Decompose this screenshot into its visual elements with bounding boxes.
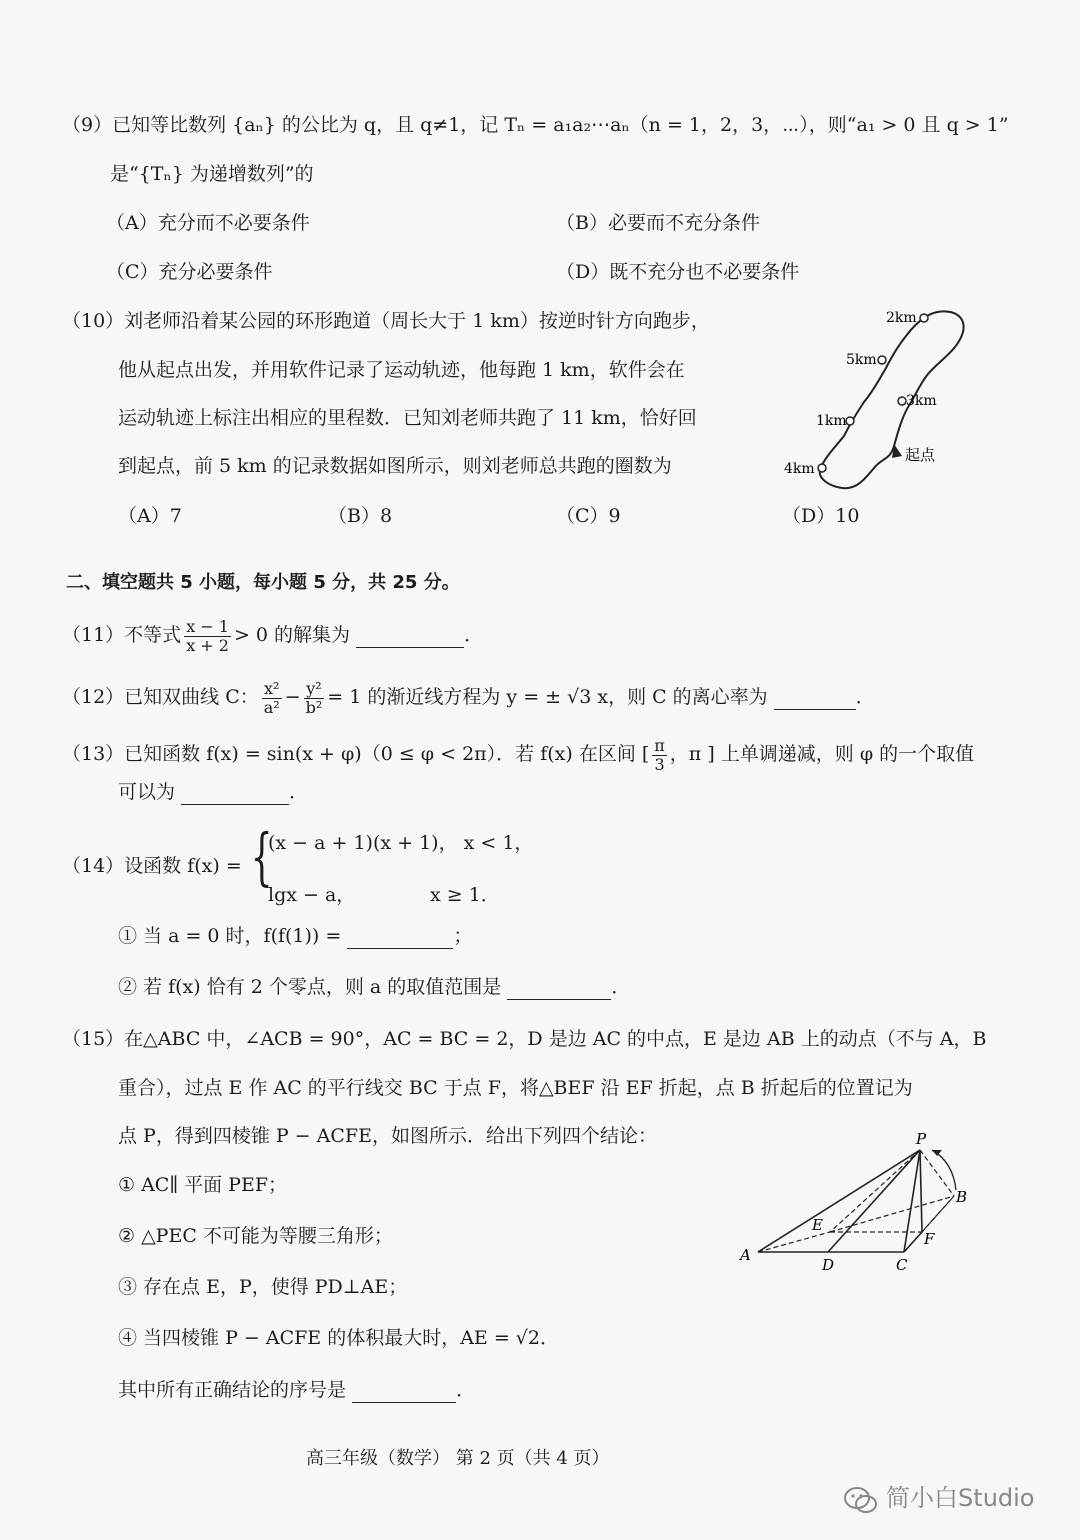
q15-end: ． — [456, 1379, 476, 1401]
q14-sub2: ② 若 f(x) 恰有 2 个零点，则 a 的取值范围是 — [118, 976, 502, 998]
fold-arrow-head — [932, 1150, 942, 1156]
q11-prefix: （11）不等式 — [62, 624, 182, 647]
wechat-logo-icon — [842, 1485, 880, 1517]
q10-option-d: （D）10 — [782, 505, 860, 527]
q15-item-4: ④ 当四棱锥 P − ACFE 的体积最大时，AE = √2． — [118, 1327, 559, 1349]
section-2-title: 二、填空题共 5 小题，每小题 5 分，共 25 分。 — [66, 572, 460, 593]
q14-case2-expr: lgx − a， — [268, 884, 356, 906]
q11-fraction-denominator: x + 2 — [186, 635, 229, 655]
q11-fraction-numerator: x − 1 — [186, 617, 229, 636]
q15-item-1: ① AC∥ 平面 PEF； — [118, 1174, 288, 1196]
label-5km: 5km — [846, 352, 877, 368]
edge-PE — [830, 1150, 920, 1232]
q13-line2-text: 可以为 — [118, 781, 176, 803]
q12-suffix: = 1 的渐近线方程为 y = ± √3 x，则 C 的离心率为 — [327, 686, 768, 709]
page-footer: 高三年级（数学） 第 2 页（共 4 页） — [306, 1448, 610, 1469]
watermark — [842, 1484, 1035, 1517]
q14-sub2-end: ． — [611, 976, 631, 998]
q10-option-a: （A）7 — [118, 505, 182, 527]
q14-piecewise-brace: { — [250, 820, 273, 893]
q10-stem-line3: 运动轨迹上标注出相应的里程数．已知刘老师共跑了 11 km，恰好回 — [118, 407, 697, 429]
q15-last-line — [118, 1379, 475, 1403]
q13-fraction-numerator: π — [654, 736, 665, 755]
label-2km: 2km — [886, 310, 917, 326]
marker-4km — [818, 464, 826, 472]
q9-stem-line1: （9）已知等比数列 {aₙ} 的公比为 q，且 q≠1，记 Tₙ = a₁a₂⋯aₙ（n = 1，2，3，⋯），则“a₁ > 0 且 q > 1” — [62, 114, 1009, 136]
label-3km: 3km — [906, 393, 937, 409]
q10-option-b: （B）8 — [328, 505, 393, 527]
q14-sub1-line — [118, 925, 472, 949]
q13-line2 — [118, 781, 308, 805]
label-start: 起点 — [905, 446, 936, 464]
q13-line1 — [62, 737, 974, 773]
edge-PB — [920, 1150, 954, 1196]
q14-sub1-answer-blank[interactable] — [347, 925, 453, 949]
label-F: F — [924, 1230, 935, 1248]
marker-1km — [846, 417, 854, 425]
running-track-figure — [770, 298, 980, 498]
q11-end: ． — [464, 624, 484, 647]
q12-answer-blank[interactable] — [774, 686, 856, 710]
q9-option-b: （B）必要而不充分条件 — [556, 212, 760, 234]
q13-suffix: ，π ] 上单调递减，则 φ 的一个取值 — [669, 743, 975, 766]
q12-fraction-y-numerator: y² — [304, 680, 325, 699]
q13-answer-blank[interactable] — [181, 781, 289, 805]
q11-fraction — [184, 618, 231, 654]
q9-stem-line2: 是“{Tₙ} 为递增数列”的 — [110, 163, 314, 185]
q13-end: ． — [289, 781, 309, 803]
track-loop — [820, 311, 964, 488]
label-B: B — [956, 1188, 968, 1206]
q10-stem-line2: 他从起点出发，并用软件记录了运动轨迹，他每跑 1 km，软件会在 — [118, 359, 685, 381]
q14-sub1: ① 当 a = 0 时，f(f(1)) = — [118, 925, 342, 947]
marker-5km — [878, 356, 886, 364]
edge-AE — [758, 1232, 830, 1252]
q14-case2-cond: x ≥ 1． — [430, 884, 500, 906]
q12-line — [62, 680, 875, 716]
label-C: C — [896, 1256, 908, 1274]
q15-answer-blank[interactable] — [352, 1379, 456, 1403]
q12-prefix: （12）已知双曲线 C： — [62, 686, 259, 709]
q13-fraction-denominator: 3 — [654, 754, 665, 774]
marker-2km — [920, 314, 928, 322]
q15-last: 其中所有正确结论的序号是 — [118, 1379, 347, 1401]
q12-fraction-x-numerator: x² — [262, 680, 282, 699]
q9-option-c: （C）充分必要条件 — [106, 261, 273, 283]
pyramid-figure — [732, 1128, 982, 1278]
q13-fraction — [652, 737, 667, 773]
q14-sub2-answer-blank[interactable] — [507, 976, 611, 1000]
label-4km: 4km — [784, 461, 815, 477]
q10-stem-line4: 到起点，前 5 km 的记录数据如图所示，则刘老师总共跑的圈数为 — [118, 455, 672, 477]
label-E: E — [812, 1216, 823, 1234]
q9-option-a: （A）充分而不必要条件 — [106, 212, 310, 234]
label-1km: 1km — [816, 413, 847, 429]
q14-prefix: （14）设函数 f(x) = — [62, 855, 242, 877]
q12-fraction-x-denominator: a² — [263, 697, 280, 717]
q14-sub1-end: ； — [453, 925, 473, 947]
edge-PF — [920, 1150, 922, 1232]
q12-fraction-y — [304, 680, 325, 716]
q15-item-2: ② △PEC 不可能为等腰三角形； — [118, 1225, 393, 1247]
q13-prefix: （13）已知函数 f(x) = sin(x + φ)（0 ≤ φ < 2π）．若 f(x) 在区间 [ — [62, 743, 650, 766]
q15-stem-line3: 点 P，得到四棱锥 P − ACFE，如图所示．给出下列四个结论： — [118, 1125, 657, 1147]
q15-item-3: ③ 存在点 E，P，使得 PD⊥AE； — [118, 1276, 408, 1298]
q14-sub2-line — [118, 976, 630, 1000]
q14-case1: (x − a + 1)(x + 1)， x < 1， — [268, 832, 534, 854]
q15-stem-line2: 重合），过点 E 作 AC 的平行线交 BC 于点 F，将△BEF 沿 EF 折起，点 B 折起后的位置记为 — [118, 1077, 913, 1099]
q10-stem-line1: （10）刘老师沿着某公园的环形跑道（周长大于 1 km）按逆时针方向跑步， — [62, 310, 710, 332]
watermark-text: 简小白Studio — [886, 1484, 1035, 1512]
q15-stem-line1: （15）在△ABC 中，∠ACB = 90°，AC = BC = 2，D 是边 AC 的中点，E 是边 AB 上的动点（不与 A，B — [62, 1028, 987, 1050]
q11-suffix: > 0 的解集为 — [233, 624, 351, 647]
q12-fraction-y-denominator: b² — [305, 697, 323, 717]
edge-PA — [758, 1150, 920, 1252]
q9-option-d: （D）既不充分也不必要条件 — [556, 261, 800, 283]
q10-option-c: （C）9 — [556, 505, 621, 527]
fold-arrow — [932, 1150, 956, 1190]
q12-minus: − — [284, 686, 301, 709]
label-D: D — [822, 1256, 835, 1274]
marker-3km — [898, 397, 906, 405]
q11-line — [62, 618, 483, 654]
q12-end: ． — [855, 686, 875, 709]
q11-answer-blank[interactable] — [356, 624, 464, 648]
label-P: P — [916, 1130, 927, 1148]
label-A: A — [740, 1246, 751, 1264]
q12-fraction-x — [262, 680, 282, 716]
edge-EB — [830, 1196, 954, 1232]
